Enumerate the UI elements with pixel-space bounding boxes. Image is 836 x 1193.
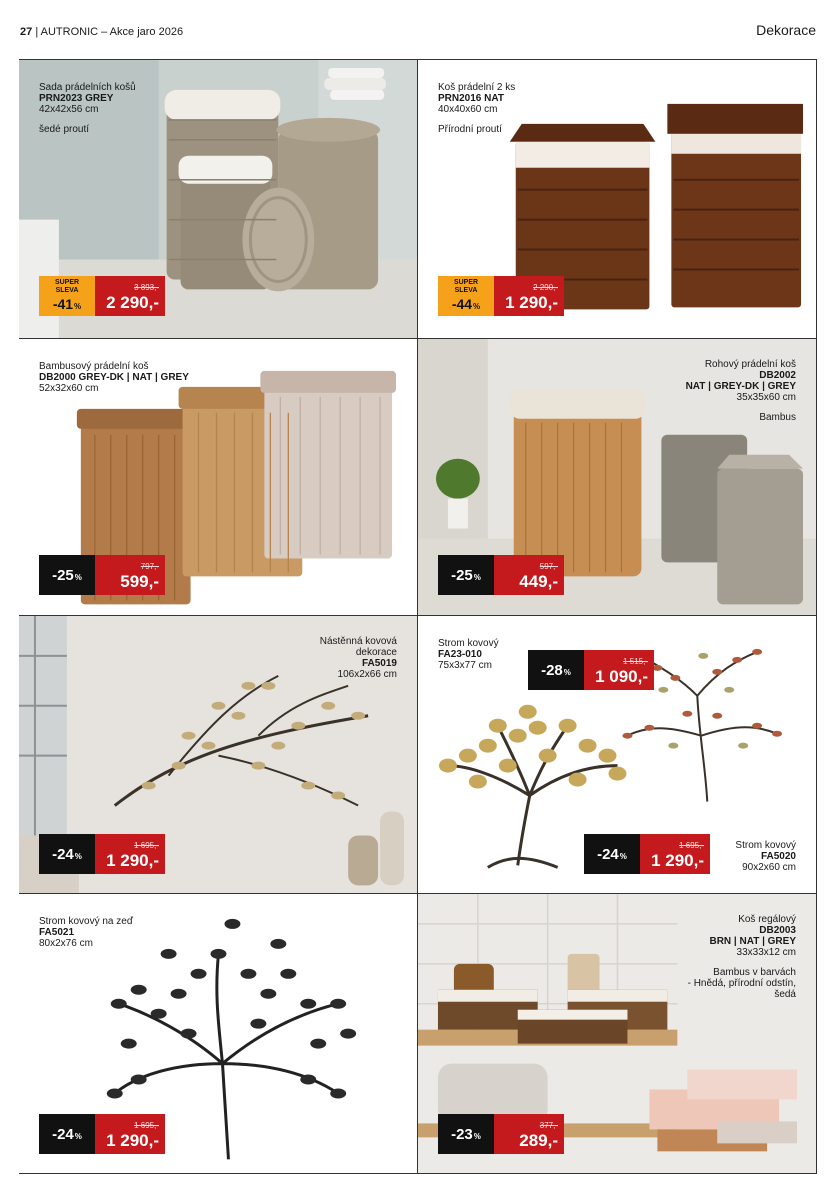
- price-box: [95, 555, 165, 595]
- product-dimensions: 35x35x60 cm: [736, 392, 796, 403]
- product-card-prn2023[interactable]: [19, 59, 418, 339]
- product-card-fa5021[interactable]: [19, 894, 418, 1174]
- discount-badge: -28 %: [528, 650, 584, 690]
- old-price: 1 695,-: [134, 840, 159, 850]
- price-tag-fa23: [528, 650, 654, 690]
- product-dimensions: 75x3x77 cm: [438, 660, 492, 671]
- product-dimensions: 42x42x56 cm: [39, 104, 99, 115]
- page-number-line: [20, 26, 183, 38]
- product-grid: [19, 59, 817, 1174]
- new-price: 1 290,-: [106, 850, 159, 870]
- discount-value: -41%: [52, 295, 82, 312]
- product-code: FA5020: [760, 851, 796, 862]
- product-info: [39, 82, 136, 135]
- product-code: FA5019: [361, 658, 397, 669]
- new-price: 449,-: [519, 571, 558, 591]
- discount-badge: -24 %: [39, 1114, 95, 1154]
- product-code: FA23-010: [438, 649, 482, 660]
- price-tag: [438, 276, 564, 316]
- product-title-line1: Nástěnná kovová: [319, 636, 397, 647]
- old-price: 377,-: [539, 1120, 558, 1130]
- product-info: [688, 914, 796, 1000]
- new-price: 1 090,-: [595, 666, 648, 686]
- discount-value: -44%: [451, 295, 481, 312]
- product-title: Koš prádelní 2 ks: [438, 82, 516, 93]
- product-title: Strom kovový: [438, 638, 499, 649]
- product-colors: NAT | GREY-DK | GREY: [685, 381, 796, 392]
- new-price: 1 290,-: [505, 292, 558, 312]
- price-tag-fa5020: [584, 834, 710, 874]
- product-card-db2000[interactable]: [19, 339, 418, 616]
- product-title: Koš regálový: [738, 914, 796, 925]
- product-info: [39, 361, 189, 394]
- old-price: 1 695,-: [679, 840, 704, 850]
- product-material-line1: Bambus v barvách: [713, 967, 796, 978]
- product-material: Přírodní proutí: [438, 124, 502, 135]
- discount-badge: -23 %: [438, 1114, 494, 1154]
- old-price: 2 290,-: [533, 282, 558, 292]
- product-info-fa23: [438, 638, 499, 671]
- price-tag: [39, 555, 165, 595]
- price-box: [95, 1114, 165, 1154]
- product-material-line3: šedá: [774, 989, 796, 1000]
- section-title: Dekorace: [756, 22, 816, 38]
- product-dimensions: 90x2x60 cm: [742, 862, 796, 873]
- product-material: Bambus: [759, 412, 796, 423]
- price-box: [494, 555, 564, 595]
- product-title: Strom kovový: [735, 840, 796, 851]
- product-card-db2003[interactable]: [418, 894, 817, 1174]
- new-price: 599,-: [120, 571, 159, 591]
- old-price: 597,-: [539, 561, 558, 571]
- super-discount-badge: [438, 276, 494, 316]
- page-number: 27: [20, 26, 33, 38]
- price-tag: [438, 1114, 564, 1154]
- old-price: 3 893,-: [134, 282, 159, 292]
- product-card-fa5019[interactable]: [19, 616, 418, 894]
- product-info: [686, 359, 796, 423]
- product-code: PRN2023 GREY: [39, 93, 114, 104]
- old-price: 1 515,-: [623, 656, 648, 666]
- price-box: [95, 834, 165, 874]
- price-box: [584, 650, 654, 690]
- price-tag: [39, 1114, 165, 1154]
- product-code: DB2000 GREY-DK | NAT | GREY: [39, 372, 189, 383]
- product-info: [438, 82, 515, 135]
- price-box: [494, 276, 564, 316]
- product-info-fa5020: [735, 840, 796, 873]
- old-price: 1 695,-: [134, 1120, 159, 1130]
- product-card-db2002[interactable]: [418, 339, 817, 616]
- page-header: [0, 0, 836, 52]
- price-box: [640, 834, 710, 874]
- product-info: [39, 916, 133, 949]
- old-price: 797,-: [140, 561, 159, 571]
- discount-badge: -24 %: [584, 834, 640, 874]
- product-code: DB2002: [759, 370, 796, 381]
- product-title: Rohový prádelní koš: [704, 359, 796, 370]
- sleva-label: SLEVA: [55, 286, 79, 294]
- super-discount-badge: [39, 276, 95, 316]
- super-label: SUPER: [54, 278, 80, 286]
- new-price: 1 290,-: [106, 1130, 159, 1150]
- product-dimensions: 33x33x12 cm: [736, 947, 796, 958]
- sleva-label: SLEVA: [454, 286, 478, 294]
- new-price: 289,-: [519, 1130, 558, 1150]
- product-code: PRN2016 NAT: [438, 93, 504, 104]
- product-info: [320, 636, 397, 680]
- product-code: FA5021: [39, 927, 75, 938]
- product-dimensions: 52x32x60 cm: [39, 383, 99, 394]
- product-colors: BRN | NAT | GREY: [709, 936, 796, 947]
- product-dimensions: 80x2x76 cm: [39, 938, 93, 949]
- discount-badge: -25 %: [438, 555, 494, 595]
- price-box: [494, 1114, 564, 1154]
- price-box: [95, 276, 165, 316]
- product-card-fa23-fa5020[interactable]: [418, 616, 817, 894]
- product-card-prn2016[interactable]: [418, 59, 817, 339]
- product-title: Strom kovový na zeď: [39, 916, 133, 927]
- discount-badge: -24 %: [39, 834, 95, 874]
- price-tag: [39, 834, 165, 874]
- product-code: DB2003: [759, 925, 796, 936]
- product-title: Sada prádelních košů: [39, 82, 136, 93]
- price-tag: [438, 555, 564, 595]
- product-material: šedé proutí: [39, 124, 90, 135]
- product-dimensions: 106x2x66 cm: [337, 669, 397, 680]
- product-material-line2: - Hnědá, přírodní odstín,: [687, 978, 796, 989]
- new-price: 2 290,-: [106, 292, 159, 312]
- super-label: SUPER: [453, 278, 479, 286]
- product-dimensions: 40x40x60 cm: [438, 104, 498, 115]
- discount-badge: -25 %: [39, 555, 95, 595]
- product-title-line2: dekorace: [355, 647, 397, 658]
- brand-line: | AUTRONIC – Akce jaro 2026: [35, 26, 184, 38]
- product-title: Bambusový prádelní koš: [39, 361, 149, 372]
- price-tag: [39, 276, 165, 316]
- new-price: 1 290,-: [651, 850, 704, 870]
